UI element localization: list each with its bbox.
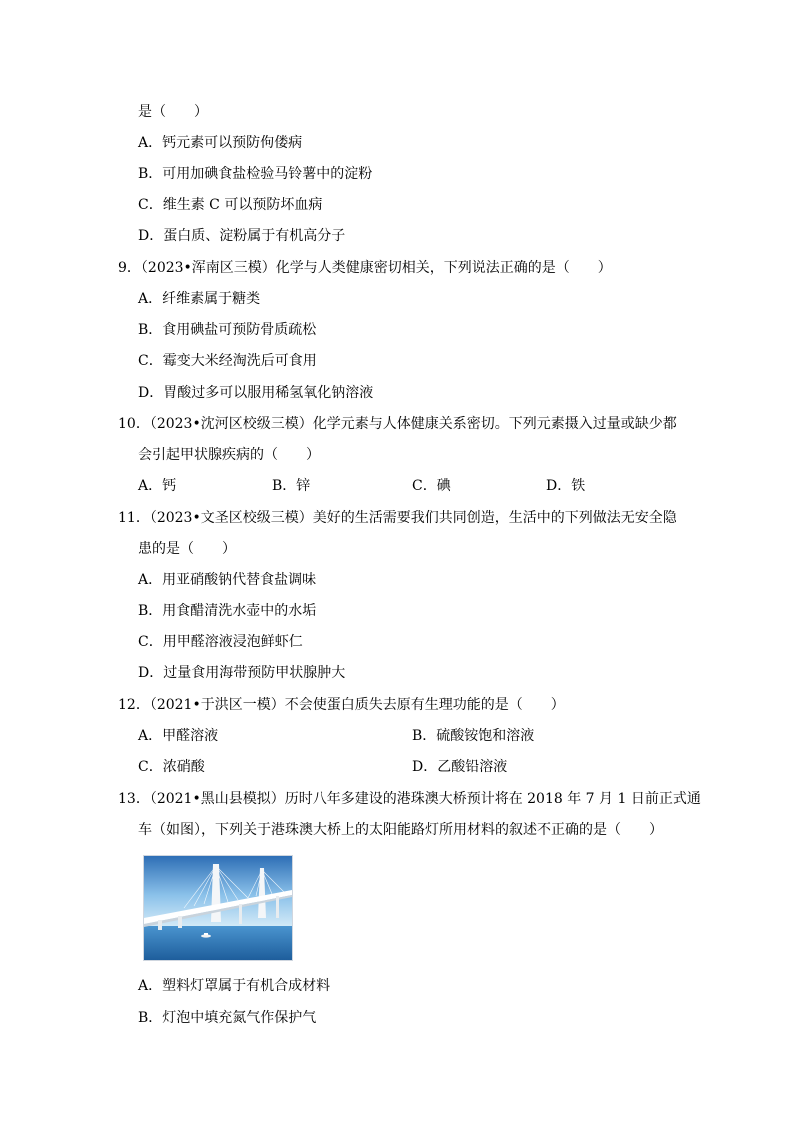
q11-stem-line2: 患的是（ ） xyxy=(138,541,236,557)
q8-option-d: D．蛋白质、淀粉属于有机高分子 xyxy=(138,228,346,244)
q8-option-c: C．维生素 C 可以预防坏血病 xyxy=(138,197,323,213)
q11-stem-line1: 11．（2023•文圣区校级三模）美好的生活需要我们共同创造，生活中的下列做法无安全隐 xyxy=(118,510,677,526)
q9-option-b: B．食用碘盐可预防骨质疏松 xyxy=(138,322,317,338)
q10-option-d: D．铁 xyxy=(546,478,586,494)
q11-option-c: C．用甲醛溶液浸泡鲜虾仁 xyxy=(138,634,303,650)
q8-stem-continuation: 是（ ） xyxy=(138,104,208,120)
q10-stem-line1: 10．（2023•沈河区校级三模）化学元素与人体健康关系密切。下列元素摄入过量或缺少都 xyxy=(118,416,677,432)
bridge-photo-image xyxy=(144,856,292,960)
q9-option-a: A．纤维素属于糖类 xyxy=(138,291,261,307)
q13-stem-line2: 车（如图），下列关于港珠澳大桥上的太阳能路灯所用材料的叙述不正确的是（ ） xyxy=(138,822,663,838)
q8-option-b: B．可用加碘食盐检验马铃薯中的淀粉 xyxy=(138,166,373,182)
q9-option-d: D．胃酸过多可以服用稀氢氧化钠溶液 xyxy=(138,385,374,401)
q13-stem-line1: 13．（2021•黑山县模拟）历时八年多建设的港珠澳大桥预计将在 2018 年 7 月 1 日前正式通 xyxy=(118,791,701,807)
q10-stem-line2: 会引起甲状腺疾病的（ ） xyxy=(138,447,320,463)
q10-option-a: A．钙 xyxy=(138,478,177,494)
q9-option-c: C．霉变大米经淘洗后可食用 xyxy=(138,353,317,369)
q9-stem: 9．（2023•浑南区三模）化学与人类健康密切相关，下列说法正确的是（ ） xyxy=(118,260,612,276)
q11-option-a: A．用亚硝酸钠代替食盐调味 xyxy=(138,572,317,588)
q12-option-d: D．乙酸铅溶液 xyxy=(412,759,508,775)
q13-option-b: B．灯泡中填充氮气作保护气 xyxy=(138,1010,317,1026)
q11-option-b: B．用食醋清洗水壶中的水垢 xyxy=(138,603,317,619)
q10-option-c: C．碘 xyxy=(412,478,451,494)
bridge-photo xyxy=(143,855,293,961)
q8-option-a: A．钙元素可以预防佝偻病 xyxy=(138,135,303,151)
q13-option-a: A．塑料灯罩属于有机合成材料 xyxy=(138,978,331,994)
q10-option-b: B．锌 xyxy=(272,478,311,494)
q12-option-b: B．硫酸铵饱和溶液 xyxy=(412,728,535,744)
q12-stem: 12．（2021•于洪区一模）不会使蛋白质失去原有生理功能的是（ ） xyxy=(118,697,565,713)
q12-option-a: A．甲醛溶液 xyxy=(138,728,219,744)
q11-option-d: D．过量食用海带预防甲状腺肿大 xyxy=(138,665,346,681)
q12-option-c: C．浓硝酸 xyxy=(138,759,205,775)
